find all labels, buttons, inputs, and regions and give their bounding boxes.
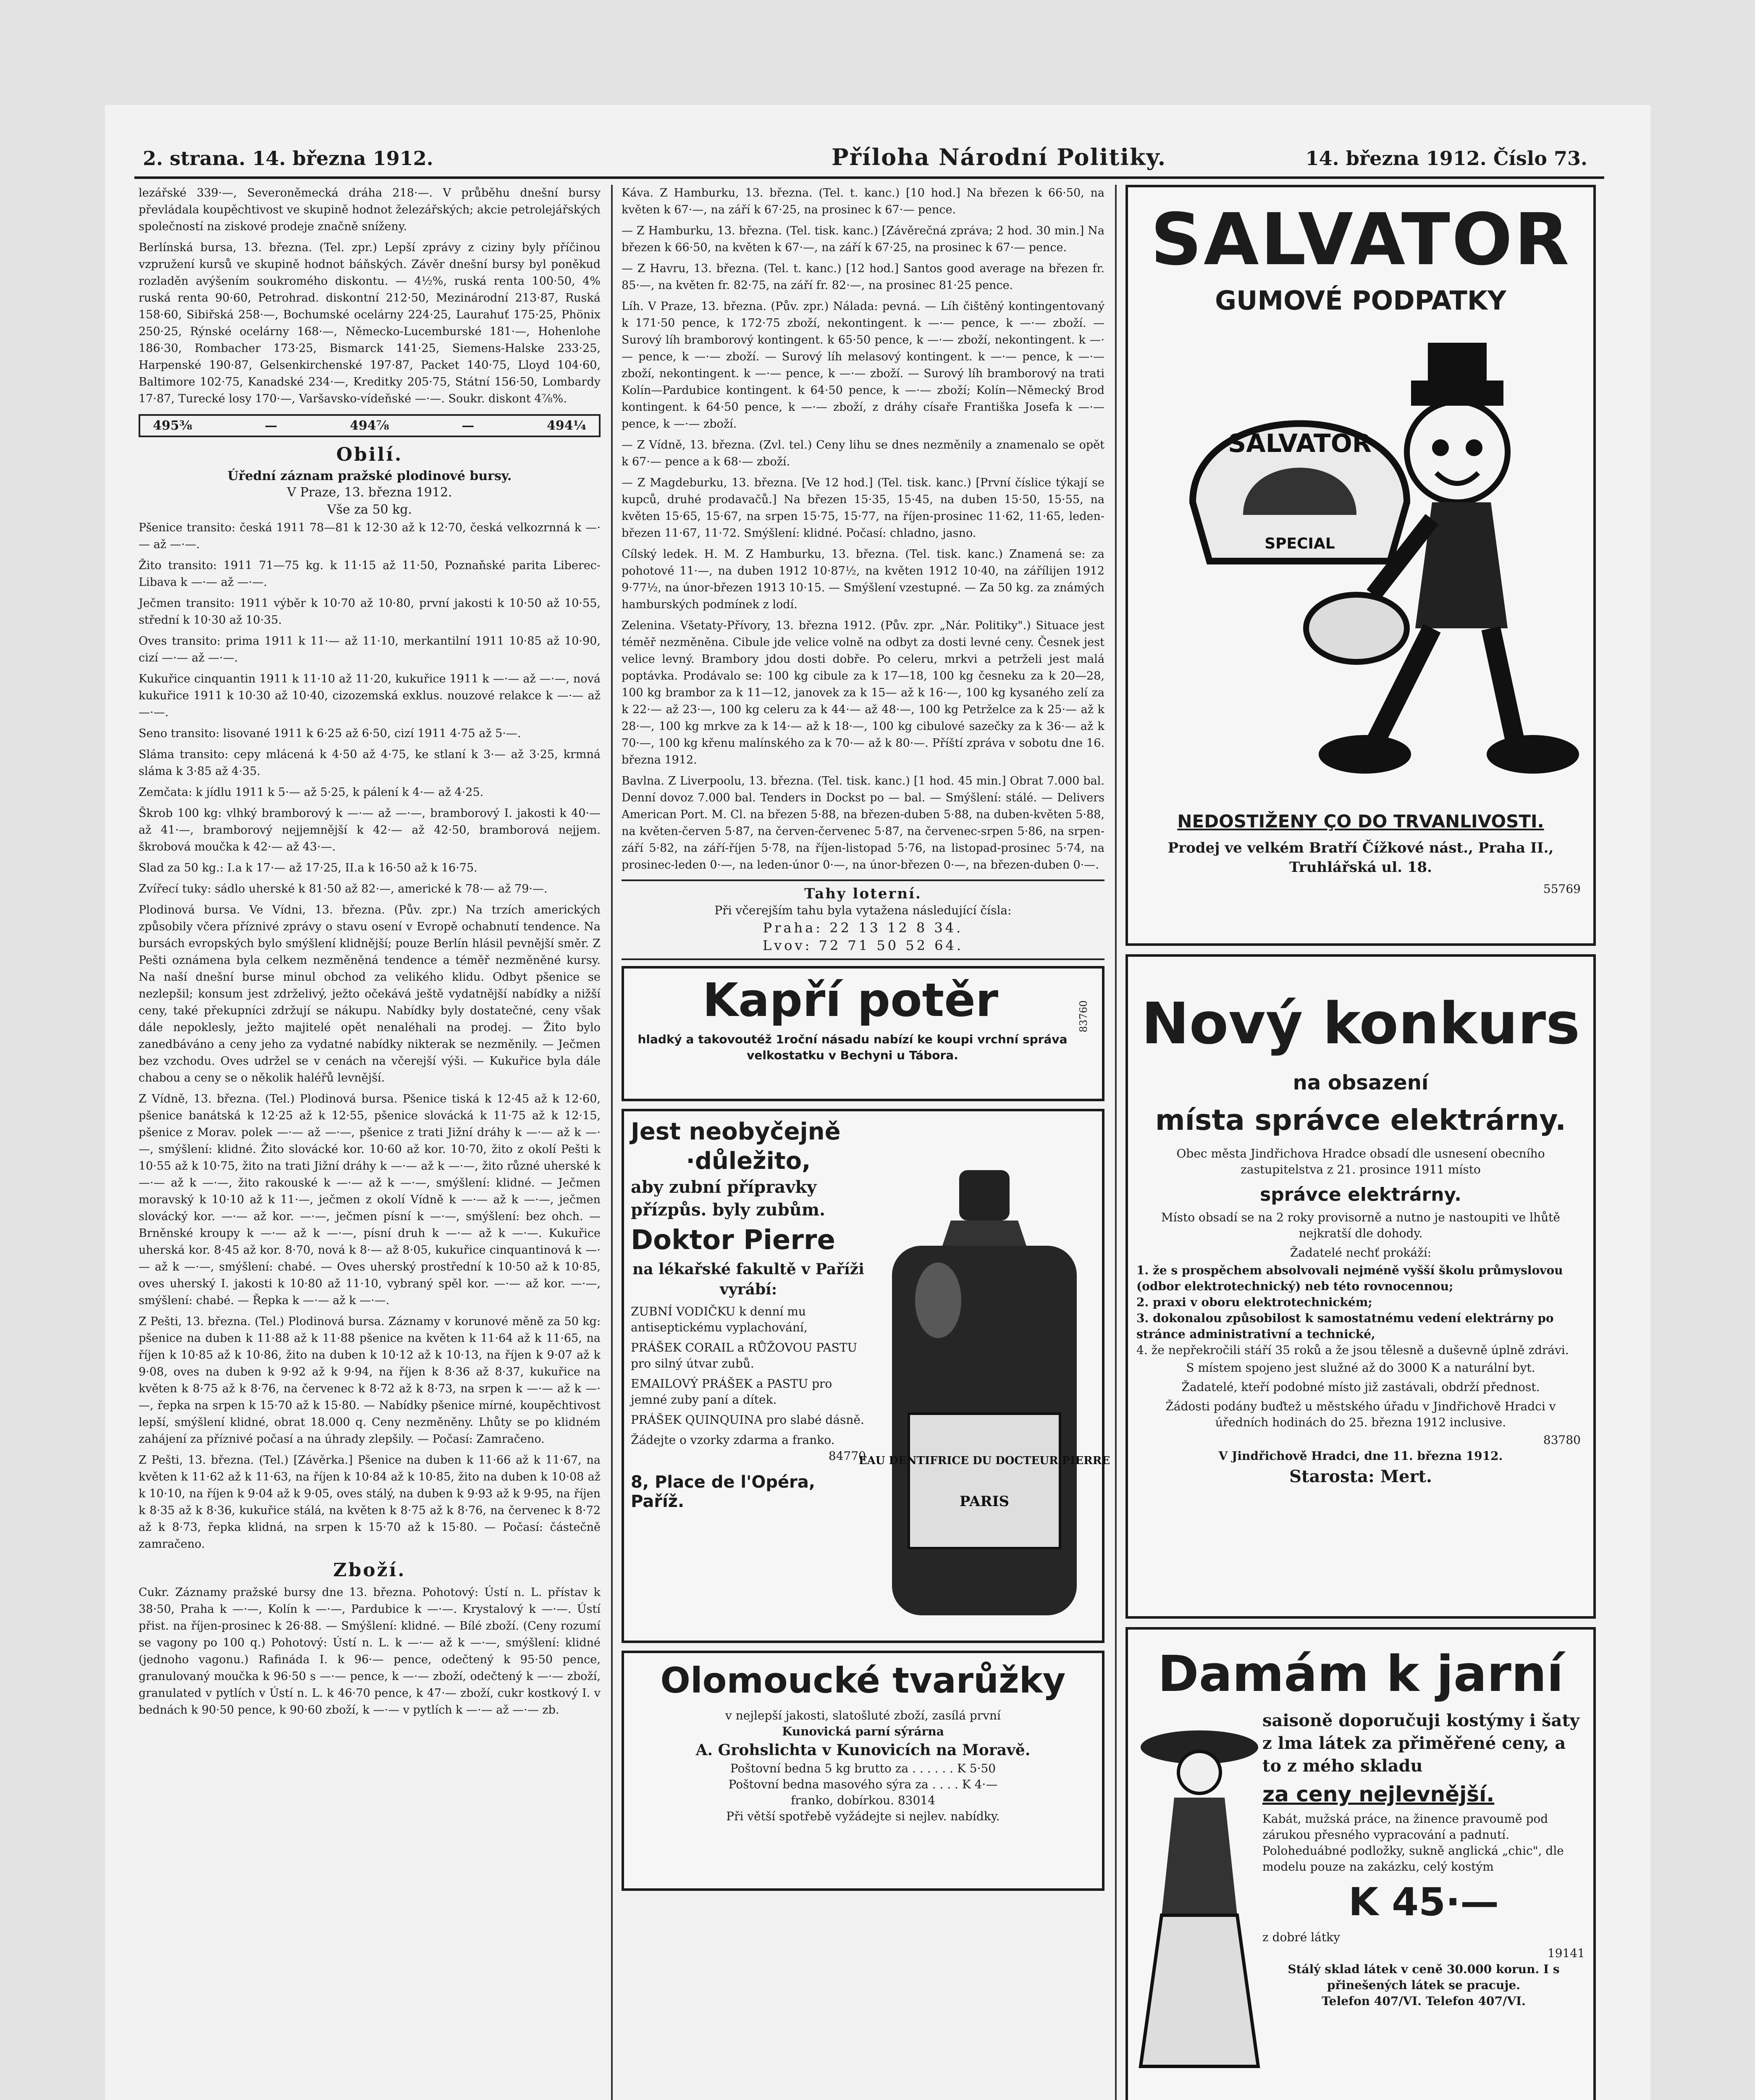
ad-text: Poštovní bedna 5 kg brutto za . . . . . . K 5·50: [730, 1761, 996, 1775]
ad-code: 84770: [828, 1449, 866, 1463]
page-number: 2. strana. 14. března 1912.: [143, 147, 433, 170]
lady-jacket: [1162, 1798, 1237, 1915]
quote-value: 494⅞: [350, 418, 389, 433]
ad-phone: Telefon 407/VI. Telefon 407/VI.: [1322, 1994, 1526, 2008]
article-text: Sláma transito: cepy mlácená k 4·50 až 4·75, ke stlaní k 3·— až 3·25, krmná sláma k 3·85 až 4·35.: [139, 748, 601, 778]
section-subheading: Úřední záznam pražské plodinové bursy.: [227, 469, 512, 483]
article-text: Zvířecí tuky: sádlo uherské k 81·50 až 82·—, americké k 78·— až 79·—.: [139, 882, 548, 895]
ad-novy-konkurs: [1125, 954, 1596, 1619]
figure-shoe: [1319, 735, 1411, 774]
section-heading: Obilí.: [336, 444, 403, 465]
ad-requirement: 4. že nepřekročili stáří 35 roků a že jsou tělesně a duševně úplně zdrávi.: [1136, 1343, 1569, 1357]
column-2: [622, 185, 1110, 2100]
ad-text: aby zubní přípravky přízpůs. byly zubům.: [631, 1177, 826, 1220]
article-text: lezářské 339·—, Severoněmecká dráha 218·—. V průběhu dnešní bursy převládala koupěchtivost ve skupině hodnot železářských; akcie petrolejářských společností na ziskové prodeje značně sníženy.: [139, 186, 601, 233]
column-3: [1125, 185, 1596, 2100]
ad-item: EMAILOVÝ PRÁŠEK a PASTU pro jemné zuby paní a dítek.: [631, 1377, 832, 1407]
ad-text: na lékařské fakultě v Paříži vyrábí:: [632, 1260, 864, 1298]
ad-seller: Prodej ve velkém Bratří Čížkové nást., Praha II., Truhlářská ul. 18.: [1167, 840, 1554, 876]
ad-text: v nejlepší jakosti, slatošluté zboží, zasílá první: [725, 1709, 1001, 1722]
article-text: Zemčata: k jídlu 1911 k 5·— až 5·25, k pálení k 4·— až 4·25.: [139, 786, 484, 799]
newspaper-title: Příloha Národní Politiky.: [832, 144, 1167, 171]
unit-note: Vše za 50 kg.: [327, 502, 412, 517]
ad-text: Žadatelé nechť prokáží:: [1290, 1246, 1432, 1260]
ad-item: PRÁŠEK QUINQUINA pro slabé dásně.: [631, 1413, 864, 1427]
article-text: Z Pešti, 13. března. (Tel.) Plodinová bursa. Záznamy v korunové měně za 50 kg: pšenice na duben k 11·88 až k 11·88 pšenice na květen k 11·64 až k 11·65, na říjen k 10·85 až k 10·86, žito na duben k 10·12 až k 10·13, na říjen k 9·07 až k 9·08, oves na duben k 9·92 až k 9·94, na říjen k 8·36 až 8·37, kukuřice na květen k 8·75 až k 8·76, na červenec k 8·72 až k 8·73, na srpen k —·— až k —·—, řepka na srpen k 15·70 až k 15·80. — Nabídky pšenice mírné, koupěchtivost lepší, smýšlení klidné, obrat 18.000 q. Ceny nezměněny. Lhůty se po klidném zahájení za příznivé počasí a na úhrady zlepšily. — Počasí: Zamračeno.: [139, 1315, 601, 1446]
ad-salvator: [1125, 185, 1596, 946]
ad-item: PRÁŠEK CORAIL a RŮŽOVOU PASTU pro silný útvar zubů.: [631, 1341, 858, 1370]
article-text: Cílský ledek. H. M. Z Hamburku, 13. března. (Tel. tisk. kanc.) Znamená se: za pohotové 11·—, na duben 1912 10·87½, na květen 1912 10·40, na zářílijen 1912 9·77½, na únor-březen 1913 10·15. — Smýšlení vzestupné. — Za 50 kg. za známých hamburských podmínek z lodí.: [622, 548, 1104, 611]
ad-text: franko, dobírkou. 83014: [791, 1793, 935, 1807]
ad-text: S místem spojeno jest služné až do 3000 K a naturální byt.: [1186, 1361, 1535, 1375]
ad-olomoucke-tvaruzky: [622, 1651, 1104, 1891]
ad-title: Nový konkurs: [1141, 991, 1580, 1057]
article-text: Z Pešti, 13. března. (Tel.) [Závěrka.] Pšenice na duben k 11·66 až k 11·67, na květen k 11·62 až k 11·63, na říjen k 10·84 až k 10·85, žito na duben k 10·08 až k 10·10, na říjen k 9·04 až k 9·05, oves stálý, na duben k 9·93 až k 9·95, na říjen k 8·35 až k 8·36, kukuřice stálá, na květen k 8·75 až k 8·76, na červenec k 8·72 až k 8·73, řepka klidná, na srpen k 15·70 až k 15·80. — Počasí: částečně zamračeno.: [139, 1454, 601, 1551]
ad-date: V Jindřichově Hradci, dne 11. března 1912.: [1218, 1449, 1503, 1463]
ad-text: Stálý sklad látek v ceně 30.000 korun. I s přinešených látek se pracuje.: [1288, 1962, 1560, 1992]
article-text: Plodinová bursa. Ve Vídni, 13. března. (Pův. zpr.) Na trzích amerických způsobily včera příznivé zprávy o stavu osení v Evropě ochabnutí tendence. Na bursách evropských bylo smýšlení klidnější; pouze Berlín hlásil pevnější směr. Z Pešti oznámena byla celkem nezměněná tendence a téměř nezměněné kursy. Na naší dnešní burse minul obchod za velikého klidu. Odbyt pšenice se nezlepšil; konsum jest zdrželivý, ježto očekává ještě vydatnější nabídky a nižší ceny, také překupníci zdržují se nákupu. Nabídky byly dostatečné, ceny však dále nepoklesly, ježto majitelé opět nenaléhali na prodej. — Žito bylo zanedbáváno a ceny jeho za vydatné nabídky nikterak se nezměnily. — Ječmen bez vzchodu. Oves udržel se v cenách na včerejší výši. — Kukuřice byla dále chabou a ceny se o několik haléřů levnější.: [139, 903, 601, 1084]
ad-position: správce elektrárny.: [1260, 1184, 1461, 1205]
article-text: Slad za 50 kg.: I.a k 17·— až 17·25, II.a k 16·50 až k 16·75.: [139, 861, 477, 874]
ad-item: Žádejte o vzorky zdarma a franko.: [631, 1433, 835, 1447]
lottery-lvov: Lvov: 72 71 50 52 64.: [762, 937, 964, 953]
ad-address: 8, Place de l'Opéra, Paříž.: [631, 1473, 816, 1511]
bottle-illustration: [858, 1162, 1110, 1624]
salvator-illustration: [1138, 326, 1583, 809]
article-text: Žito transito: 1911 71—75 kg. k 11·15 až 11·50, Poznaňské parita Liberec-Libava k —·— až —·—.: [139, 559, 601, 589]
article-text: Ječmen transito: 1911 výběr k 10·70 až 10·80, první jakosti k 10·50 až 10·55, střední k 10·30 až 10·35.: [139, 597, 601, 627]
ad-subtitle: GUMOVÉ PODPATKY: [1215, 285, 1506, 316]
badge-label: SALVATOR: [1228, 429, 1372, 458]
ad-code: 83780: [1543, 1433, 1581, 1447]
ad-text: Místo obsadí se na 2 roky provisorně a nutno je nastoupiti ve lhůtě nejkratší dle dohody.: [1161, 1210, 1560, 1240]
article-text: Kukuřice cinquantin 1911 k 11·10 až 11·20, kukuřice 1911 k —·— až —·—, nová kukuřice 1911 k 10·30 až 10·40, cizozemská exklus. nouzové relakce k —·— až —·—.: [139, 672, 601, 719]
figure-head: [1407, 402, 1508, 502]
ad-requirement: 3. dokonalou způsobilost k samostatnému vedení elektrárny po stránce administrativní a technické,: [1136, 1311, 1554, 1341]
section-heading: Zboží.: [333, 1559, 406, 1581]
lottery-box: [622, 879, 1104, 960]
lottery-praha: Praha: 22 13 12 8 34.: [763, 920, 963, 936]
lady-illustration: [1136, 1714, 1262, 2075]
ad-text: Poštovní bedna masového sýra za . . . . K 4·—: [728, 1777, 998, 1791]
article-text: Oves transito: prima 1911 k 11·— až 11·10, merkantilní 1911 10·85 až 10·90, cizí —·— až —·—.: [139, 635, 601, 664]
heel-disc: [1306, 595, 1407, 662]
ad-text: A. Grohslichta v Kunovicích na Moravě.: [695, 1741, 1031, 1759]
article-text: — Z Hamburku, 13. března. (Tel. tisk. kanc.) [Závěrečná zpráva; 2 hod. 30 min.] Na březen k 66·50, na květen k 67·—, na září k 67·25, na prosinec k 67·— pence.: [622, 224, 1104, 254]
ad-title: Olomoucké tvarůžky: [660, 1660, 1066, 1701]
page-header: [134, 139, 1604, 179]
column-rule: [611, 185, 613, 2100]
lady-head: [1178, 1751, 1220, 1793]
article-text: Cukr. Záznamy pražské bursy dne 13. března. Pohotový: Ústí n. L. přístav k 38·50, Praha k —·—, Kolín k —·—, Pardubice k —·—. Krystalový k —·—. Ústí přist. na říjen-prosinec k 26·88. — Smýšlení: klidné. — Bílé zboží. (Ceny rozumí se vagony po 100 q.) Pohotový: Ústí n. L. k —·— až k —·—, smýšlení: klidné (jednoho vagonu.) Rafináda I. k 96·— pence, odečtený k 95·50 pence, granulovaný moučka k 96·50 s —·— pence, k —·— zboží, odečtený k —·— zboží, granulated v pytlích v Ústí n. L. k 46·70 pence, k 47·— zboží, cukr kostkový I. v bednách k 90·50 pence, k 90·60 zboží, k —·— v pytlích k —·— až —·— zb.: [139, 1586, 601, 1717]
column-rule: [1115, 185, 1117, 2100]
ad-text: z dobré látky: [1262, 1930, 1340, 1944]
ad-text: Kunovická parní sýrárna: [782, 1725, 944, 1738]
ad-requirement: 1. že s prospěchem absolvovali nejméně vyšší školu průmyslovou (odbor elektrotechnický) neb této rovnocennou;: [1136, 1263, 1563, 1293]
ad-kapri-poter: [622, 966, 1104, 1101]
lady-skirt: [1141, 1915, 1258, 2066]
ad-text: hladký a takovoutéž 1roční násadu nabízí ke koupi vrchní správa velkostatku v Bechyni u Tábora.: [637, 1032, 1068, 1062]
ad-slogan: NEDOSTIŽENY ÇO DO TRVANLIVOSTI.: [1177, 811, 1544, 832]
article-text: — Z Havru, 13. března. (Tel. t. kanc.) [12 hod.] Santos good average na březen fr. 85·—, na květen fr. 82·75, na září fr. 82·—, na prosinec 81·25 pence.: [622, 262, 1104, 292]
ad-code: 55769: [1543, 882, 1581, 896]
ad-text: Kabát, mužská práce, na žinence pravoumě pod zárukou přesného vypracování a padnutí. Poloheduábné podložky, sukně anglická „chic", dle modelu pouze na zakázku, celý kostým: [1262, 1812, 1564, 1874]
quote-value: 495⅜: [153, 418, 192, 433]
issue-info: 14. března 1912. Číslo 73.: [1305, 147, 1587, 170]
article-text: Seno transito: lisované 1911 k 6·25 až 6·50, cizí 1911 4·75 až 5·—.: [139, 727, 521, 740]
ad-headline: Jest neobyčejně: [631, 1118, 841, 1145]
ad-code: 83760: [1077, 1000, 1089, 1033]
ad-signature: Starosta: Mert.: [1289, 1467, 1432, 1486]
ad-brand: Doktor Pierre: [631, 1225, 835, 1256]
ad-headline: ·důležito,: [686, 1147, 811, 1175]
lottery-intro: Při včerejším tahu byla vytažena následující čísla:: [714, 903, 1012, 917]
ad-subtitle: na obsazení: [1293, 1071, 1429, 1095]
ad-highlight: za ceny nejlevnější.: [1262, 1782, 1495, 1806]
ad-title: Kapří potěr: [702, 973, 999, 1027]
article-text: Pšenice transito: česká 1911 78—81 k 12·30 až k 12·70, česká velkozrnná k —·— až —·—.: [139, 521, 601, 551]
article-text: Bavlna. Z Liverpoolu, 13. března. (Tel. tisk. kanc.) [1 hod. 45 min.] Obrat 7.000 bal. Denní dovoz 7.000 bal. Tenders in Dockst po — bal. — Smýšlení: stálé. — Delivers American Port. M. Cl. na březen 5·88, na březen-duben 5·88, na duben-květen 5·88, na květen-červen 5·87, na červen-červenec 5·87, na červenec-srpen 5·86, na srpen-září 5·82, na září-říjen 5·78, na říjen-listopad 5·76, na listopad-prosinec 5·74, na prosinec-leden 0·—, na leden-únor 0·—, na únor-březen 0·—, na březen-duben 0·—.: [622, 774, 1104, 872]
article-text: — Z Vídně, 13. března. (Zvl. tel.) Ceny lihu se dnes nezměnily a znamenalo se opět k 67·— pence a k 68·— zboží.: [622, 438, 1104, 468]
quote-value: 494¼: [547, 418, 586, 433]
bottle-cap: [959, 1170, 1010, 1221]
bottle-label-text: EAU DENTIFRICE DU DOCTEUR PIERRE: [858, 1454, 1110, 1467]
ad-body: [1262, 1709, 1593, 2009]
figure-eye: [1432, 439, 1449, 456]
ad-doktor-pierre: [622, 1109, 1110, 1643]
ad-text: Žadatelé, kteří podobné místo již zastávali, obdrží přednost.: [1181, 1380, 1540, 1394]
article-text: Líh. V Praze, 13. března. (Pův. zpr.) Nálada: pevná. — Líh čištěný kontingentovaný k 171·50 pence, k 172·75 zboží, nekontingent. k —·— pence, k —·— zboží. — Surový líh bramborový kontingent. k 65·50 pence, k —·— zboží, nekontingent. k —·— pence, k —·— zboží. — Surový líh melasový kontingent. k —·— pence, k —·— zboží, nekontingent. k —·— pence, k —·— zboží. — Surový líh bramborový na trati Kolín—Pardubice kontingent. k 64·50 pence, k —·— zboží; Kolín—Německý Brod kontingent. k 64·50 pence, k —·— zboží, z dráhy císaře Františka Josefa k —·— pence, k —·— zboží.: [622, 300, 1104, 430]
ad-item: ZUBNÍ VODIČKU k denní mu antiseptickému vyplachování,: [631, 1305, 808, 1334]
ad-requirement: 2. praxi v oboru elektrotechnickém;: [1136, 1295, 1372, 1309]
dateline: V Praze, 13. března 1912.: [287, 485, 452, 500]
ad-text: Obec města Jindřichova Hradce obsadí dle usnesení obecního zastupitelstva z 21. prosince 1911 místo: [1176, 1147, 1545, 1176]
ad-title: SALVATOR: [1150, 198, 1571, 281]
ad-text: Žádosti podány buďtež u městského úřadu v Jindřichově Hradci v úředních hodinách do 25. března 1912 inclusive.: [1165, 1399, 1556, 1429]
article-text: Z Vídně, 13. března. (Tel.) Plodinová bursa. Pšenice tiská k 12·45 až k 12·60, pšenice banátská k 12·25 až k 12·55, pšenice slovácká k 11·75 až k 12·15, pšenice z Morav. polek —·— až —·—, pšenice z trati Jižní dráhy k —·— až k —·—, smýšlení: klidné. Žito slovácké kor. 10·60 až kor. 10·70, žito z okolí Pešti k 10·55 až k 10·75, žito na trati Jižní dráhy k —·— až k —·—, žito různé uherské k —·— až k —·—, žito rakouské k —·— až k —·—, smýšlení: klidné. — Ječmen moravský k 10·10 až k 11·—, ječmen z okolí Vídně k —·— až k —·—, ječmen slovácký kor. —·— až kor. —·—, ječmen písní k —·—, smýšlení: bez ohch. — Brněnské kroupy k —·— až k —·—, písní druh k —·— až k —·—. Kukuřice uherská kor. 8·45 až kor. 8·70, nová k 8·— až 8·05, kukuřice cinquantinová k —·— až k —·—, smýšlení: chabé. — Oves uherský prostřední k 10·50 až k 10·85, oves uherský I. jakosti k 10·80 až 11·10, vybraný spěl kor. —·— až kor. —·—, smýšlení: chabé. — Řepka k —·— až k —·—.: [139, 1092, 601, 1307]
figure-shoe: [1487, 735, 1579, 774]
bottle-shine: [915, 1263, 961, 1338]
ad-text: saisoně doporučuji kostýmy i šaty z lma látek za přiměřené ceny, a to z mého skladu: [1262, 1711, 1580, 1776]
bottle-neck: [942, 1221, 1026, 1246]
quote-sep: —: [265, 418, 278, 433]
lottery-title: Tahy loterní.: [804, 885, 922, 902]
ad-damam-k-jarni: [1125, 1627, 1596, 2100]
quote-sep: —: [462, 418, 475, 433]
article-text: Káva. Z Hamburku, 13. března. (Tel. t. kanc.) [10 hod.] Na březen k 66·50, na květen k 67·—, na září k 67·25, na prosinec k 67·— pence.: [622, 186, 1104, 216]
ad-position: místa správce elektrárny.: [1155, 1104, 1566, 1137]
article-text: Škrob 100 kg: vlhký bramborový k —·— až —·—, bramborový I. jakosti k 40·— až 41·—, bramborový nejjemnější k 42·— až 42·50, bramborová nejjem. škrobová moučka k 42·— až 43·—.: [139, 807, 601, 853]
article-text: Zelenina. Všetaty-Přívory, 13. března 1912. (Pův. zpr. „Nár. Politiky".) Situace jest téměř nezměněna. Cibule jde velice volně na odbyt za dosti levné ceny. Česnek jest velice levný. Brambory jdou dosti dobře. Po celeru, mrkvi a petrželi jest malá poptávka. Prodávalo se: 100 kg cibule za k 17—18, 100 kg česneku za k 20—28, 100 kg brambor za k 11—12, janovek za k 15— až k 16·—, 100 kg kysaného zelí za k 22·— až 23·—, 100 kg celeru za k 44·— až 48·—, 100 kg Petrželce za k 25·— až k 28·—, 100 kg mrkve za k 14·— až k 18·—, 100 kg cibulové sazečky za k 36·— až k 70·—, 100 kg křenu malínského za k 70·— až k 80·—. Příští zpráva v sobotu dne 16. března 1912.: [622, 619, 1104, 766]
bottle-label: [909, 1414, 1060, 1548]
ad-code: 19141: [1547, 1946, 1585, 1960]
ad-text: Při větší spotřebě vyžádejte si nejlev. nabídky.: [726, 1809, 1000, 1823]
figure-eye: [1466, 439, 1482, 456]
ad-title: Damám k jarní: [1157, 1645, 1564, 1703]
figure-leg: [1491, 628, 1516, 746]
quote-box: [139, 414, 601, 437]
article-text: Berlínská bursa, 13. března. (Tel. zpr.) Lepší zprávy z ciziny byly příčinou vzpružení kursů ve skupině hodnot báňských. Závěr dnešní bursy byl poněkud rozladěn avýšením soukromého diskontu. — 4½%, ruská renta 100·50, 4% ruská renta 90·60, Petrohrad. diskontní 212·50, Mezinárodní 213·87, Ruská 158·60, Sibiřská 258·—, Bochumské ocelárny 224·25, Laurahuť 175·25, Phönix 250·25, Rýnské ocelárny 168·—, Německo-Lucemburské 181·—, Hohenlohe 186·30, Rombacher 173·25, Bismarck 141·25, Siemens-Halske 233·25, Harpenské 190·87, Gelsenkirchenské 197·87, Packet 140·75, Lloyd 104·60, Baltimore 102·75, Kanadské 234·—, Kreditky 205·75, Státní 156·50, Lombardy 17·87, Turecké losy 170·—, Varšavsko-vídeňské —·—. Soukr. diskont 4⅞%.: [139, 241, 601, 405]
bottle-label-city: PARIS: [959, 1493, 1010, 1510]
ad-price: K 45·—: [1348, 1880, 1499, 1924]
article-text: — Z Magdeburku, 13. března. [Ve 12 hod.] (Tel. tisk. kanc.) [První číslice týkají se kupců, druhé prodavačů.] Na březen 15·35, 15·45, na duben 15·50, 15·55, na květen 15·65, 15·67, na srpen 15·75, 15·77, na říjen-prosinec 11·62, 11·65, leden-březen 11·67, 11·72. Smýšlení: klidné. Počasí: chladno, jasno.: [622, 476, 1104, 540]
ad-left: [631, 1117, 866, 1511]
column-1: [139, 185, 601, 2100]
figure-hat-crown: [1428, 343, 1487, 385]
badge-label: SPECIAL: [1264, 535, 1335, 552]
